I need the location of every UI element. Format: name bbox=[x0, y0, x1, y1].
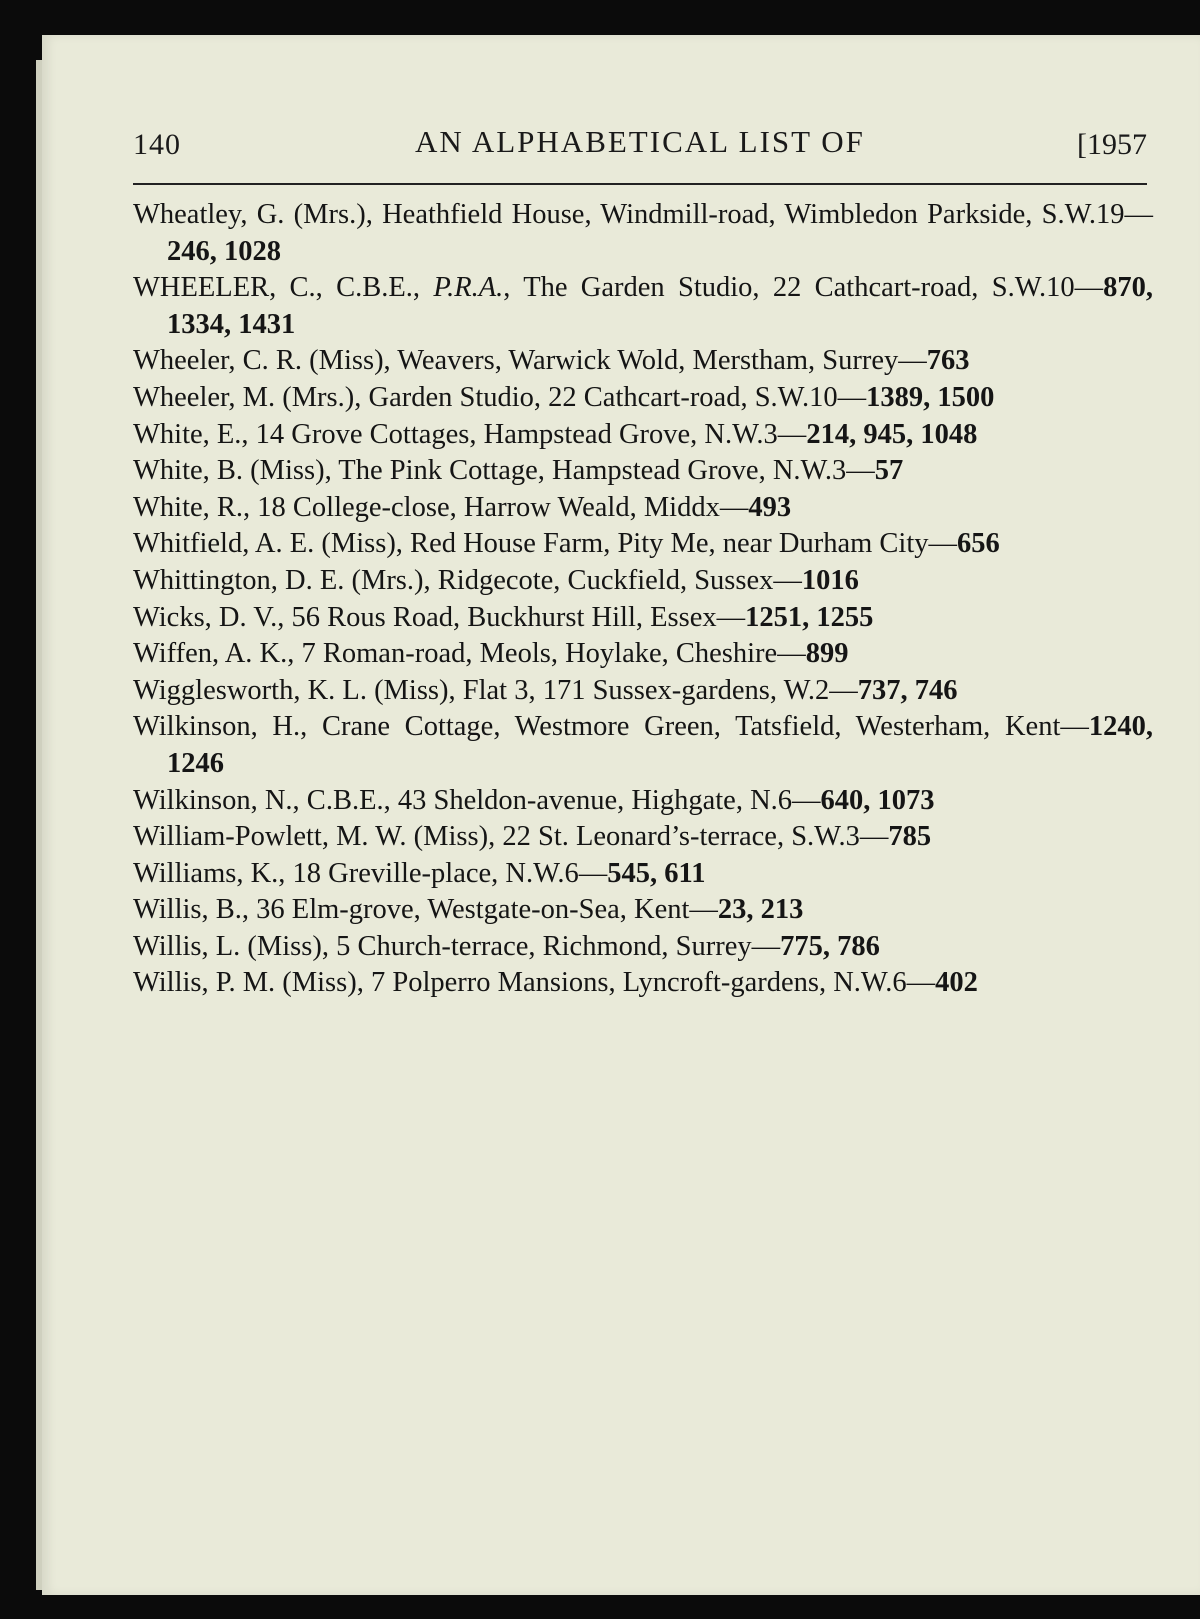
entry-wheatley: Wheatley, G. (Mrs.), Heathfield House, Windmill-road, Wimbledon Parkside, S.W.19—246, 1028 bbox=[133, 199, 1153, 267]
entry-wheeler-cr: Wheeler, C. R. (Miss), Weavers, Warwick Wold, Merstham, Surrey—763 bbox=[133, 345, 970, 377]
entry-wheeler-c: WHEELER, C., C.B.E., P.R.A., The Garden Studio, 22 Cathcart-road, S.W.10—870, 1334, 1431 bbox=[133, 272, 1153, 340]
entry-white-e: White, E., 14 Grove Cottages, Hampstead Grove, N.W.3—214, 945, 1048 bbox=[133, 418, 978, 450]
entry-whittington: Whittington, D. E. (Mrs.), Ridgecote, Cuckfield, Sussex—1016 bbox=[133, 564, 859, 596]
entry-wicks: Wicks, D. V., 56 Rous Road, Buckhurst Hill, Essex—1251, 1255 bbox=[133, 601, 874, 633]
entry-willis-pm: Willis, P. M. (Miss), 7 Polperro Mansions, Lyncroft-gardens, N.W.6—402 bbox=[133, 967, 978, 999]
entry-wheeler-m: Wheeler, M. (Mrs.), Garden Studio, 22 Cathcart-road, S.W.10—1389, 1500 bbox=[133, 381, 995, 413]
header-rule bbox=[133, 183, 1147, 185]
entry-white-r: White, R., 18 College-close, Harrow Weald, Middx—493 bbox=[133, 491, 792, 523]
running-title: AN ALPHABETICAL LIST OF bbox=[415, 124, 865, 159]
page-header bbox=[133, 90, 1147, 162]
entry-white-b: White, B. (Miss), The Pink Cottage, Hampstead Grove, N.W.3—57 bbox=[133, 455, 904, 487]
entry-wigglesworth: Wigglesworth, K. L. (Miss), Flat 3, 171 Sussex-gardens, W.2—737, 746 bbox=[133, 674, 958, 706]
entry-wilkinson-n: Wilkinson, N., C.B.E., 43 Sheldon-avenue, Highgate, N.6—640, 1073 bbox=[133, 784, 935, 816]
entry-willis-l: Willis, L. (Miss), 5 Church-terrace, Richmond, Surrey—775, 786 bbox=[133, 930, 880, 962]
page-number: 140 bbox=[133, 128, 181, 161]
entry-william-powlett: William-Powlett, M. W. (Miss), 22 St. Leonard’s-terrace, S.W.3—785 bbox=[133, 821, 932, 853]
entry-wiffen: Wiffen, A. K., 7 Roman-road, Meols, Hoylake, Cheshire—899 bbox=[133, 638, 849, 670]
year-marker: [1957 bbox=[1077, 128, 1147, 161]
entry-whitfield: Whitfield, A. E. (Miss), Red House Farm, Pity Me, near Durham City—656 bbox=[133, 528, 1000, 560]
entry-williams: Williams, K., 18 Greville-place, N.W.6—545, 611 bbox=[133, 857, 706, 889]
entry-wilkinson-h: Wilkinson, H., Crane Cottage, Westmore Green, Tatsfield, Westerham, Kent—1240, 1246 bbox=[133, 711, 1153, 779]
entry-list bbox=[133, 197, 1153, 1002]
entry-willis-b: Willis, B., 36 Elm-grove, Westgate-on-Sea, Kent—23, 213 bbox=[133, 894, 804, 926]
